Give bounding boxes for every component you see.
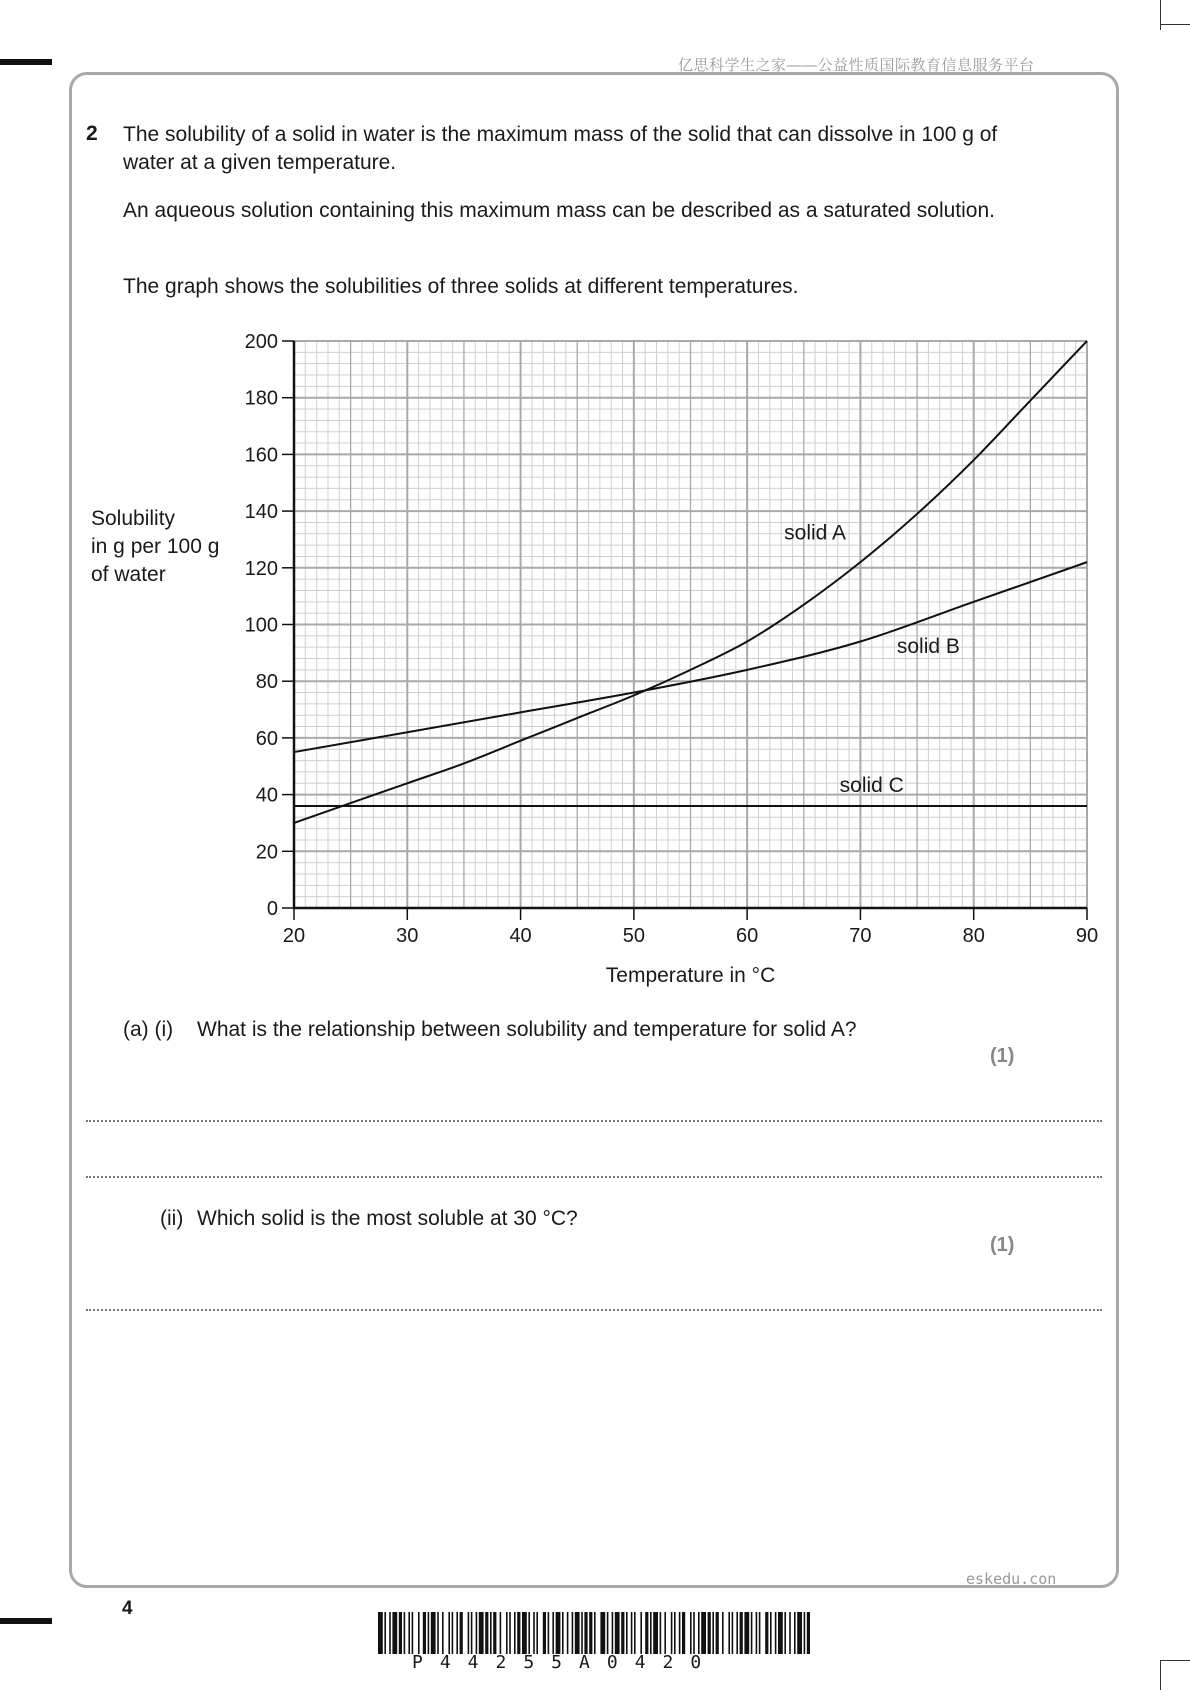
barcode-bar — [562, 1612, 564, 1654]
part-a-ii-question: Which solid is the most soluble at 30 °C? — [197, 1207, 578, 1230]
y-label-line: Solubility — [91, 507, 176, 530]
barcode-bar — [428, 1612, 430, 1654]
barcode-bar — [621, 1612, 624, 1654]
barcode-bar — [716, 1612, 719, 1654]
barcode-bar — [431, 1612, 436, 1654]
series-label: solid B — [896, 634, 960, 658]
barcode-bar — [536, 1612, 538, 1654]
footer-watermark: eskedu.con — [966, 1570, 1057, 1588]
barcode-bar — [789, 1612, 791, 1654]
barcode-bar — [528, 1612, 530, 1654]
part-a-i-label: (a) (i) — [123, 1018, 174, 1041]
barcode-bar — [804, 1612, 806, 1654]
barcode-bar — [506, 1612, 508, 1654]
barcode-bar — [759, 1612, 761, 1654]
y-tick-label: 100 — [244, 614, 278, 637]
barcode-bar — [543, 1612, 546, 1654]
question-paragraph-1: The solubility of a solid in water is the maximum mass of the solid that can dissolve in 100 g of water at a given temperature. — [123, 123, 998, 174]
x-tick-label: 60 — [736, 925, 759, 947]
barcode-bar — [740, 1612, 743, 1654]
barcode-bar — [399, 1612, 402, 1654]
barcode-bar — [626, 1612, 628, 1654]
barcode-bar — [468, 1612, 470, 1654]
barcode-bar — [682, 1612, 685, 1654]
y-tick-label: 200 — [244, 331, 278, 353]
answer-line[interactable] — [86, 1309, 1102, 1311]
barcode-bar — [584, 1612, 587, 1654]
barcode-bar — [728, 1612, 730, 1654]
x-tick-label: 40 — [509, 925, 532, 947]
part-a-ii-label: (ii) — [160, 1207, 184, 1230]
barcode-bar — [493, 1612, 496, 1654]
answer-line[interactable] — [86, 1176, 1102, 1178]
barcode-bar — [485, 1612, 488, 1654]
barcode-bar — [452, 1612, 454, 1654]
barcode-bar — [775, 1612, 777, 1654]
barcode-bar — [650, 1612, 652, 1654]
question-number: 2 — [86, 122, 98, 145]
barcode-bar — [517, 1612, 520, 1654]
barcode-bar — [581, 1612, 583, 1654]
x-tick-label: 80 — [962, 925, 985, 947]
barcode-bar — [423, 1612, 426, 1654]
barcode-bar — [471, 1612, 473, 1654]
barcode-bar — [679, 1612, 681, 1654]
barcode-bar — [693, 1612, 695, 1654]
barcode-bar — [640, 1612, 642, 1654]
barcode-bar — [671, 1612, 673, 1654]
barcode-bar — [548, 1612, 550, 1654]
barcode-bar — [575, 1612, 580, 1654]
barcode-bar — [460, 1612, 463, 1654]
barcode-bar — [615, 1612, 620, 1654]
y-tick-label: 120 — [244, 557, 278, 580]
barcode-bar — [722, 1612, 724, 1654]
barcode-bar — [418, 1612, 420, 1654]
barcode-bar — [392, 1612, 397, 1654]
barcode-bar — [797, 1612, 802, 1654]
barcode-bar — [378, 1612, 383, 1654]
y-tick-label: 180 — [244, 387, 278, 410]
series-label: solid C — [839, 773, 904, 797]
barcode-text: P44255A0420 — [412, 1652, 719, 1673]
barcode-bar — [522, 1612, 527, 1654]
x-tick-label: 90 — [1075, 925, 1099, 947]
y-tick-label: 60 — [255, 727, 278, 750]
barcode-bar — [645, 1612, 648, 1654]
barcode-bar — [674, 1612, 676, 1654]
barcode-bar — [556, 1612, 561, 1654]
barcode-bar — [807, 1612, 810, 1654]
barcode-bar — [490, 1612, 492, 1654]
barcode-bar — [456, 1612, 458, 1654]
barcode-bar — [500, 1612, 502, 1654]
barcode-bar — [442, 1612, 444, 1654]
barcode-bar — [404, 1612, 406, 1654]
barcode-bar — [412, 1612, 414, 1654]
barcode-bar — [660, 1612, 662, 1654]
part-a-i-marks: (1) — [990, 1045, 1015, 1067]
barcode-bar — [594, 1612, 596, 1654]
barcode-bar — [476, 1612, 478, 1654]
barcode-bar — [408, 1612, 410, 1654]
barcode-bar — [744, 1612, 749, 1654]
barcode-bar — [634, 1612, 636, 1654]
barcode-bar — [690, 1612, 692, 1654]
barcode-bar — [389, 1612, 391, 1654]
barcode-bar — [778, 1612, 783, 1654]
x-axis-label: Temperature in °C — [605, 964, 776, 987]
barcode-bar — [437, 1612, 439, 1654]
part-a-ii-marks: (1) — [990, 1234, 1015, 1256]
barcode-bar — [708, 1612, 711, 1654]
barcode-bar — [712, 1612, 714, 1654]
barcode-bar — [479, 1612, 484, 1654]
y-tick-label: 80 — [255, 671, 278, 694]
barcode-bar — [794, 1612, 796, 1654]
barcode-bar — [756, 1612, 758, 1654]
barcode-bar — [567, 1612, 569, 1654]
x-tick-label: 20 — [282, 925, 306, 947]
header-watermark: 亿思科学生之家——公益性质国际教育信息服务平台 — [678, 57, 1035, 74]
part-a-i-question: What is the relationship between solubility and temperature for solid A? — [197, 1018, 857, 1041]
y-tick-label: 160 — [244, 444, 278, 467]
barcode-bar — [784, 1612, 786, 1654]
page-number: 4 — [122, 1598, 133, 1619]
barcode-bar — [589, 1612, 592, 1654]
barcode-bar — [698, 1612, 700, 1654]
barcode-bar — [607, 1612, 609, 1654]
answer-line[interactable] — [86, 1120, 1102, 1122]
y-tick-label: 40 — [255, 784, 278, 807]
barcode-bar — [552, 1612, 554, 1654]
barcode-bar — [701, 1612, 706, 1654]
registration-mark-bottom — [0, 1618, 52, 1624]
barcode — [378, 1612, 810, 1654]
barcode-bar — [612, 1612, 614, 1654]
x-tick-label: 70 — [849, 925, 872, 947]
barcode-bar — [770, 1612, 772, 1654]
barcode-bar — [509, 1612, 511, 1654]
y-label-line: in g per 100 g — [91, 535, 220, 558]
crop-mark — [1160, 1660, 1161, 1690]
barcode-bar — [384, 1612, 386, 1654]
barcode-bar — [600, 1612, 605, 1654]
barcode-bar — [448, 1612, 450, 1654]
y-tick-label: 140 — [244, 501, 278, 524]
barcode-bar — [514, 1612, 516, 1654]
crop-mark — [1160, 1660, 1190, 1661]
barcode-bar — [664, 1612, 666, 1654]
barcode-bar — [572, 1612, 574, 1654]
question-paragraph-2: An aqueous solution containing this maximum mass can be described as a saturated solution. — [123, 199, 995, 222]
y-label-line: of water — [91, 563, 166, 586]
y-tick-label: 0 — [266, 898, 278, 920]
barcode-bar — [631, 1612, 633, 1654]
barcode-bar — [751, 1612, 753, 1654]
series-label: solid A — [784, 521, 847, 545]
barcode-bar — [765, 1612, 768, 1654]
y-tick-label: 20 — [255, 841, 278, 864]
barcode-bar — [533, 1612, 535, 1654]
barcode-bar — [736, 1612, 738, 1654]
barcode-bar — [653, 1612, 658, 1654]
barcode-bar — [732, 1612, 734, 1654]
question-paragraph-3: The graph shows the solubilities of three solids at different temperatures. — [123, 275, 799, 298]
x-tick-label: 50 — [622, 925, 645, 947]
x-tick-label: 30 — [396, 925, 419, 947]
